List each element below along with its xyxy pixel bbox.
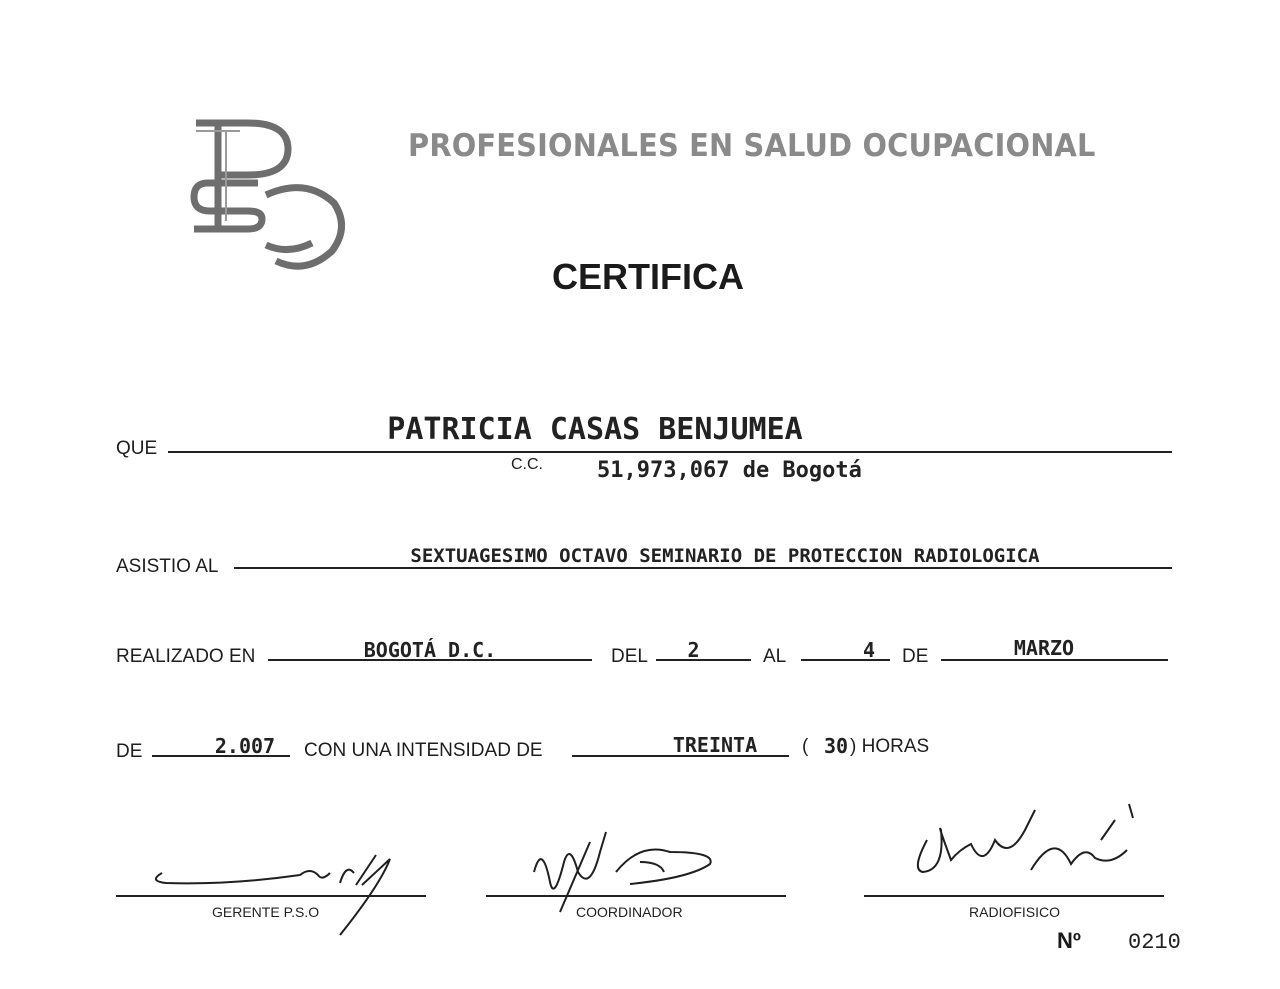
course-name: SEXTUAGESIMO OCTAVO SEMINARIO DE PROTECCION RADIOLOGICA <box>410 545 1040 567</box>
id-value: 51,973,067 de Bogotá <box>597 458 862 483</box>
certificate-number: 0210 <box>1128 930 1181 955</box>
recipient-name: PATRICIA CASAS BENJUMEA <box>387 412 803 447</box>
gerente-signature <box>140 845 440 935</box>
from-day: 2 <box>687 638 700 662</box>
gerente-role: GERENTE P.S.O <box>212 904 320 920</box>
hours-words: TREINTA <box>672 733 758 757</box>
course-label: ASISTIO AL <box>116 556 219 577</box>
year: 2.007 <box>214 734 276 758</box>
radiofisico-signature <box>905 800 1155 890</box>
to-day: 4 <box>863 638 876 662</box>
organization-name: PROFESIONALES EN SALUD OCUPACIONAL <box>408 128 1096 164</box>
radiofisico-signature-line <box>864 895 1164 897</box>
month-label: DE <box>902 646 929 667</box>
recipient-label: QUE <box>116 438 158 459</box>
month: MARZO <box>1013 636 1075 660</box>
course-line <box>234 567 1172 569</box>
pso-logo <box>188 115 353 275</box>
from-label: DEL <box>611 646 648 667</box>
venue-label: REALIZADO EN <box>116 646 256 667</box>
year-label: DE <box>116 741 143 762</box>
recipient-name-line <box>168 451 1172 453</box>
venue-place: BOGOTÁ D.C. <box>363 638 497 662</box>
paren-open: ( <box>802 736 809 757</box>
hours-suffix: ) HORAS <box>850 736 930 757</box>
coordinador-signature-line <box>486 895 786 897</box>
id-label: C.C. <box>511 456 543 473</box>
certificate-title: CERTIFICA <box>552 256 744 297</box>
hours-number: 30 <box>824 734 849 758</box>
gerente-signature-line <box>116 895 426 897</box>
to-label: AL <box>763 646 787 667</box>
coordinador-role: COORDINADOR <box>576 904 683 920</box>
radiofisico-role: RADIOFISICO <box>969 904 1061 920</box>
certificate-number-label: Nº <box>1057 928 1081 953</box>
intensity-label: CON UNA INTENSIDAD DE <box>304 740 543 761</box>
